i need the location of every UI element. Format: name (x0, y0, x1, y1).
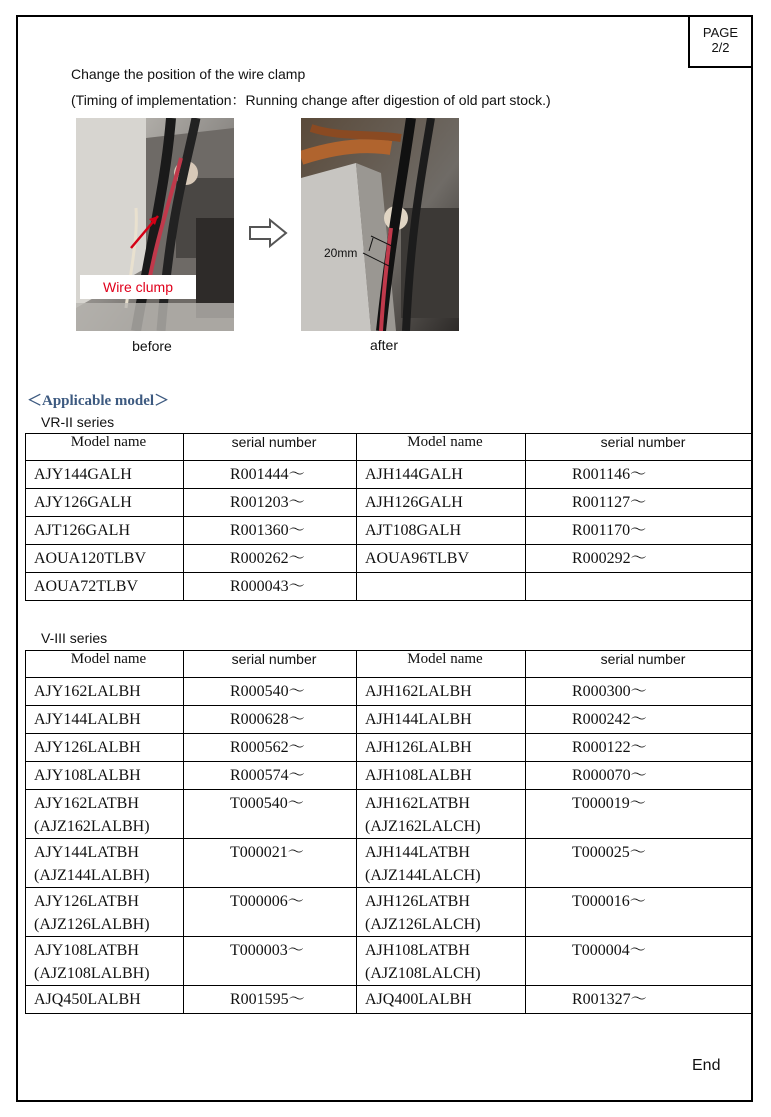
serial-number: R001595～ (230, 991, 305, 1008)
model-name: AJY144GALH (34, 466, 132, 483)
serial-number: R001170～ (572, 522, 647, 539)
serial-number-cell (526, 678, 753, 706)
col-header-model: Model name (26, 434, 184, 461)
col-header-model: Model name (357, 434, 526, 461)
col-header-model: Model name (26, 651, 184, 678)
serial-number: R001360～ (230, 522, 305, 539)
serial-number-cell (184, 937, 357, 986)
serial-number-cell (184, 545, 357, 573)
model-name: AJH126LALBH (365, 739, 472, 756)
model-name: AJH162LALBH (365, 683, 472, 700)
serial-number-cell (184, 839, 357, 888)
model-name-cell (357, 706, 526, 734)
serial-number-cell (526, 986, 753, 1014)
model-name: AJY108LALBH (34, 767, 141, 784)
serial-number-cell (526, 762, 753, 790)
model-name: AJH144GALH (365, 466, 463, 483)
serial-number: R000300～ (572, 683, 647, 700)
serial-number: T000003～ (230, 942, 304, 959)
model-name: AJY126LATBH (34, 893, 139, 910)
serial-number: R001444～ (230, 466, 305, 483)
serial-number: T000021～ (230, 844, 304, 861)
serial-number: R001203～ (230, 494, 305, 511)
model-name: AJH108LALBH (365, 767, 472, 784)
serial-number-cell (526, 517, 753, 545)
table-row (26, 489, 753, 517)
model-name-cell (357, 762, 526, 790)
model-alias: (AJZ126LALCH) (365, 916, 481, 933)
model-name: AJY126GALH (34, 494, 132, 511)
serial-number-cell (526, 461, 753, 489)
serial-number-cell (526, 545, 753, 573)
col-header-serial: serial number (526, 434, 753, 461)
model-name: AJH162LATBH (365, 795, 470, 812)
page-number-box (688, 15, 753, 68)
model-name-cell (357, 888, 526, 937)
model-name: AJY144LATBH (34, 844, 139, 861)
vr2-model-table (25, 433, 753, 601)
model-name-cell (26, 461, 184, 489)
model-alias: (AJZ162LALCH) (365, 818, 481, 835)
table-row (26, 461, 753, 489)
serial-number-cell (526, 888, 753, 937)
model-name-cell (26, 790, 184, 839)
table-row (26, 734, 753, 762)
serial-number-cell (184, 986, 357, 1014)
serial-number-cell (526, 573, 753, 601)
serial-number-cell (184, 790, 357, 839)
serial-number: R000070～ (572, 767, 647, 784)
model-name: AJQ450LALBH (34, 991, 141, 1008)
model-name-cell (26, 678, 184, 706)
model-name-cell (357, 734, 526, 762)
serial-number-cell (184, 461, 357, 489)
serial-number-cell (184, 517, 357, 545)
serial-number: R000540～ (230, 683, 305, 700)
serial-number-cell (184, 888, 357, 937)
model-name: AJT126GALH (34, 522, 130, 539)
col-header-serial: serial number (526, 651, 753, 678)
table-row (26, 839, 753, 888)
serial-number: R000628～ (230, 711, 305, 728)
serial-number: R000562～ (230, 739, 305, 756)
model-alias: (AJZ108LALCH) (365, 965, 481, 982)
model-alias: (AJZ162LALBH) (34, 818, 150, 835)
serial-number-cell (526, 706, 753, 734)
model-alias: (AJZ144LALBH) (34, 867, 150, 884)
table-row (26, 986, 753, 1014)
wire-clamp-label: Wire clump (80, 275, 196, 299)
end-label: End (692, 1057, 721, 1074)
model-name-cell (357, 839, 526, 888)
serial-number-cell (526, 489, 753, 517)
table-row (26, 888, 753, 937)
after-photo (301, 118, 459, 331)
model-name: AJQ400LALBH (365, 991, 472, 1008)
serial-number: T000019～ (572, 795, 646, 812)
serial-number-cell (184, 762, 357, 790)
serial-number: R001327～ (572, 991, 647, 1008)
model-name-cell (26, 517, 184, 545)
model-name-cell (357, 545, 526, 573)
model-name-cell (357, 517, 526, 545)
model-name: AJY162LATBH (34, 795, 139, 812)
v3-series-title: V-III series (41, 630, 108, 646)
model-name: AOUA96TLBV (365, 550, 469, 567)
table-row (26, 790, 753, 839)
model-name-cell (357, 790, 526, 839)
model-alias: (AJZ126LALBH) (34, 916, 150, 933)
page-label: PAGE (702, 25, 739, 40)
applicable-model-heading: ＜Applicable model＞ (27, 393, 170, 409)
serial-number-cell (526, 839, 753, 888)
model-name-cell (26, 986, 184, 1014)
serial-number: R001127～ (572, 494, 647, 511)
model-name: AJH144LALBH (365, 711, 472, 728)
model-name-cell (357, 678, 526, 706)
model-name-cell (26, 489, 184, 517)
serial-number-cell (526, 734, 753, 762)
before-caption: before (132, 338, 172, 354)
model-name: AJT108GALH (365, 522, 461, 539)
serial-number: R000574～ (230, 767, 305, 784)
model-name: AJH144LATBH (365, 844, 470, 861)
model-name: AJH126LATBH (365, 893, 470, 910)
serial-number: T000025～ (572, 844, 646, 861)
table-row (26, 762, 753, 790)
model-name: AJH126GALH (365, 494, 463, 511)
model-name: AOUA72TLBV (34, 578, 138, 595)
table-row (26, 545, 753, 573)
serial-number: R001146～ (572, 466, 647, 483)
model-name: AJY126LALBH (34, 739, 141, 756)
model-name-cell (357, 937, 526, 986)
model-name: AJH108LATBH (365, 942, 470, 959)
model-name-cell (357, 489, 526, 517)
before-photo (76, 118, 234, 331)
intro-timing: (Timing of implementation：Running change after digestion of old part stock.) (71, 92, 551, 108)
model-alias: (AJZ108LALBH) (34, 965, 150, 982)
serial-number-cell (184, 678, 357, 706)
serial-number-cell (526, 790, 753, 839)
model-name-cell (26, 937, 184, 986)
model-name-cell (357, 573, 526, 601)
table-row (26, 573, 753, 601)
model-name-cell (26, 706, 184, 734)
model-name: AOUA120TLBV (34, 550, 146, 567)
serial-number: R000262～ (230, 550, 305, 567)
serial-number: T000540～ (230, 795, 304, 812)
model-name-cell (26, 762, 184, 790)
serial-number: T000006～ (230, 893, 304, 910)
table-row (26, 706, 753, 734)
table-row (26, 517, 753, 545)
serial-number: R000292～ (572, 550, 647, 567)
table-row (26, 678, 753, 706)
serial-number: R000122～ (572, 739, 647, 756)
serial-number-cell (526, 937, 753, 986)
serial-number: R000242～ (572, 711, 647, 728)
vr2-series-title: VR-II series (41, 414, 115, 430)
model-alias: (AJZ144LALCH) (365, 867, 481, 884)
model-name-cell (26, 734, 184, 762)
model-name-cell (26, 573, 184, 601)
intro-title: Change the position of the wire clamp (71, 66, 306, 82)
col-header-serial: serial number (184, 434, 357, 461)
serial-number-cell (184, 706, 357, 734)
table-row (26, 937, 753, 986)
model-name: AJY108LATBH (34, 942, 139, 959)
serial-number-cell (184, 734, 357, 762)
serial-number: T000016～ (572, 893, 646, 910)
model-name-cell (26, 888, 184, 937)
serial-number-cell (184, 489, 357, 517)
after-caption: after (369, 337, 398, 353)
model-name-cell (26, 545, 184, 573)
serial-number: R000043～ (230, 578, 305, 595)
model-name-cell (357, 986, 526, 1014)
model-name-cell (357, 461, 526, 489)
col-header-model: Model name (357, 651, 526, 678)
dimension-label: 20mm (324, 246, 358, 260)
model-name: AJY144LALBH (34, 711, 141, 728)
model-name-cell (26, 839, 184, 888)
right-arrow-icon (248, 218, 288, 253)
model-name: AJY162LALBH (34, 683, 141, 700)
page-number: 2/2 (711, 40, 730, 55)
serial-number-cell (184, 573, 357, 601)
v3-model-table (25, 650, 753, 1014)
serial-number: T000004～ (572, 942, 646, 959)
col-header-serial: serial number (184, 651, 357, 678)
